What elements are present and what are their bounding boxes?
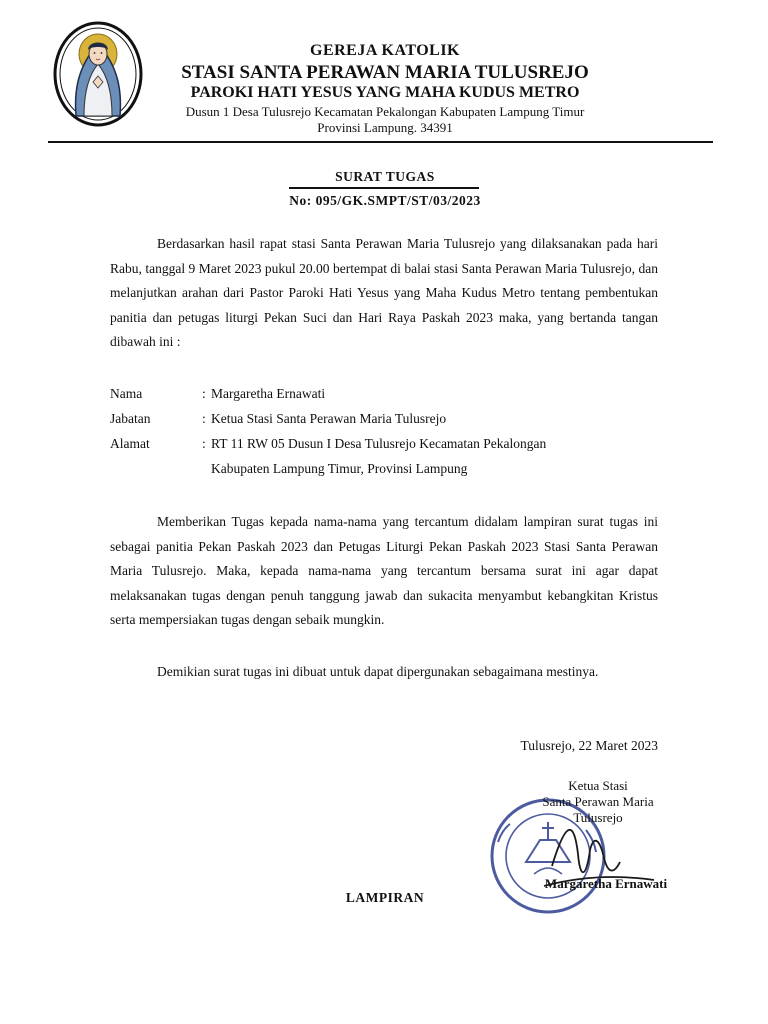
field-name-value: Margaretha Ernawati [211,386,326,401]
field-position-label: Jabatan [110,411,151,426]
field-name-colon: : [202,386,206,401]
signature-title-1: Ketua Stasi [568,778,628,793]
field-position-colon: : [202,411,206,426]
field-address-label: Alamat [110,436,150,451]
paragraph-closing: Demikian surat tugas ini dibuat untuk dapat dipergunakan sebagaimana mestinya. [157,664,599,679]
letter-number: No: 095/GK.SMPT/ST/03/2023 [289,193,481,208]
field-address-colon: : [202,436,206,451]
header-divider [48,141,713,143]
place-date: Tulusrejo, 22 Maret 2023 [520,738,658,753]
signature-title-2: Santa Perawan Maria [542,794,654,809]
parish-name: PAROKI HATI YESUS YANG MAHA KUDUS METRO [190,84,580,101]
station-name: STASI SANTA PERAWAN MARIA TULUSREJO [181,62,589,83]
signatory-name: Margaretha Ernawati [544,876,668,891]
address-line-1: Dusun 1 Desa Tulusrejo Kecamatan Pekalongan Kabupaten Lampung Timur [185,104,585,119]
title-underline [289,187,479,189]
field-name-label: Nama [110,386,143,401]
letter-title: SURAT TUGAS [335,169,435,184]
attachment-heading: LAMPIRAN [345,890,425,905]
paragraph-intro: Berdasarkan hasil rapat stasi Santa Perawan Maria Tulusrejo yang dilaksanakan pada hari Rabu, tanggal 9 Maret 2023 pukul 20.00 bertempat di balai stasi Santa Perawan Maria Tulusrejo, dan melanjutkan arahan dari Pastor Paroki Hati Yesus yang Maha Kudus Metro tentang pembentukan panitia dan petugas liturgi Pekan Suci dan Hari Raya Paskah 2023 maka, yang bertanda tangan dibawah ini : [110,236,658,349]
field-address-value-2: Kabupaten Lampung Timur, Provinsi Lampung [211,461,468,476]
signature-block [482,770,674,920]
church-name: GEREJA KATOLIK [310,42,460,59]
virgin-mary-icon [52,20,144,128]
signature-title-3: Tulusrejo [573,810,623,825]
field-position-value: Ketua Stasi Santa Perawan Maria Tulusrejo [211,411,447,426]
field-address-value-1: RT 11 RW 05 Dusun I Desa Tulusrejo Kecamatan Pekalongan [211,436,547,451]
paragraph-assignment: Memberikan Tugas kepada nama-nama yang tercantum didalam lampiran surat tugas ini sebagai panitia Pekan Paskah 2023 dan Petugas Liturgi Pekan Paskah 2023 Stasi Santa Perawan Maria Tulusrejo. Maka, kepada nama-nama yang tercantum bersama surat ini agar dapat melaksanakan tugas dengan penuh tanggung jawab dan sukacita menyambut kebangkitan Kristus serta mempersiakan tugas dengan sebaik mungkin. [110,514,658,627]
address-line-2: Provinsi Lampung. 34391 [317,120,453,135]
